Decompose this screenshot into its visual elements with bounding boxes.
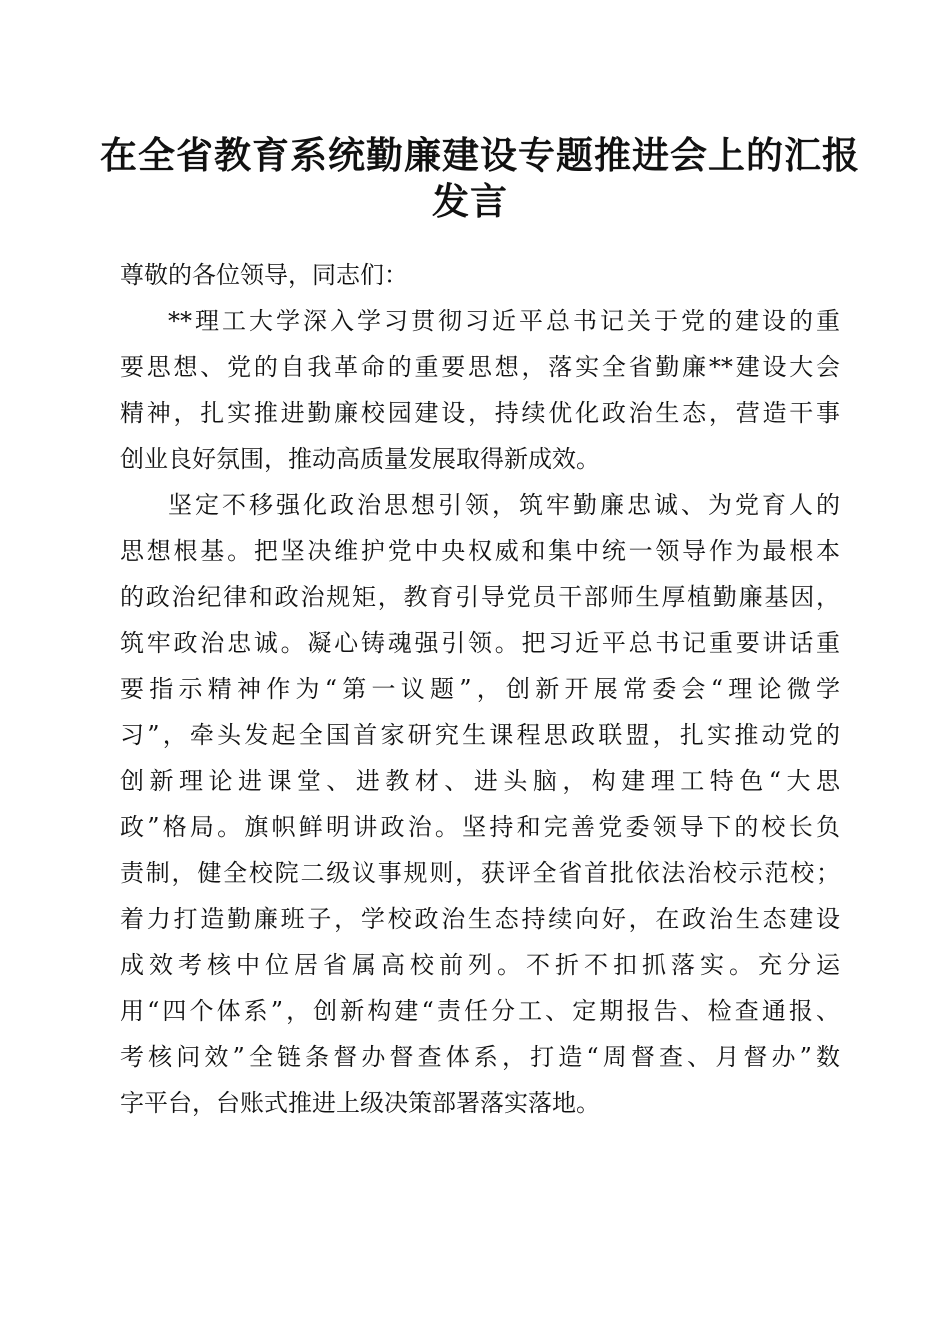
document-title (100, 132, 860, 224)
paragraph-2 (120, 482, 840, 1126)
paragraph-line: 责制，健全校院二级议事规则，获评全省首批依法治校示范校； (120, 859, 840, 887)
paragraph-line: **理工大学深入学习贯彻习近平总书记关于党的建设的重 (168, 307, 840, 335)
paragraph-line: 成效考核中位居省属高校前列。不折不扣抓落实。充分运 (120, 951, 840, 979)
paragraph-line: 创业良好氛围，推动高质量发展取得新成效。 (120, 445, 600, 473)
paragraph-line: 精神，扎实推进勤廉校园建设，持续优化政治生态，营造干事 (120, 399, 840, 427)
document-body (120, 252, 840, 1126)
paragraph-line: 创新理论进课堂、进教材、进头脑，构建理工特色“大思 (120, 767, 840, 795)
paragraph-line: 要思想、党的自我革命的重要思想，落实全省勤廉**建设大会 (120, 353, 840, 381)
paragraph-line: 考核问效”全链条督办督查体系，打造“周督查、月督办”数 (120, 1043, 840, 1071)
paragraph-line: 政”格局。旗帜鲜明讲政治。坚持和完善党委领导下的校长负 (120, 813, 840, 841)
paragraph-line: 思想根基。把坚决维护党中央权威和集中统一领导作为最根本 (120, 537, 840, 565)
paragraph-line: 筑牢政治忠诚。凝心铸魂强引领。把习近平总书记重要讲话重 (120, 629, 840, 657)
title-line-2: 发言 (432, 179, 508, 223)
title-line-1: 在全省教育系统勤廉建设专题推进会上的汇报 (100, 133, 860, 177)
paragraph-line: 坚定不移强化政治思想引领，筑牢勤廉忠诚、为党育人的 (168, 491, 840, 519)
paragraph-line: 着力打造勤廉班子，学校政治生态持续向好，在政治生态建设 (120, 905, 840, 933)
paragraph-line: 字平台，台账式推进上级决策部署落实落地。 (120, 1089, 600, 1117)
paragraph-1 (120, 298, 840, 482)
paragraph-line: 习”，牵头发起全国首家研究生课程思政联盟，扎实推动党的 (120, 721, 840, 749)
salutation: 尊敬的各位领导，同志们： (120, 261, 408, 289)
paragraph-line: 的政治纪律和政治规矩，教育引导党员干部师生厚植勤廉基因， (120, 583, 840, 611)
paragraph-line: 要指示精神作为“第一议题”，创新开展常委会“理论微学 (120, 675, 840, 703)
paragraph-line: 用“四个体系”，创新构建“责任分工、定期报告、检查通报、 (120, 997, 840, 1025)
